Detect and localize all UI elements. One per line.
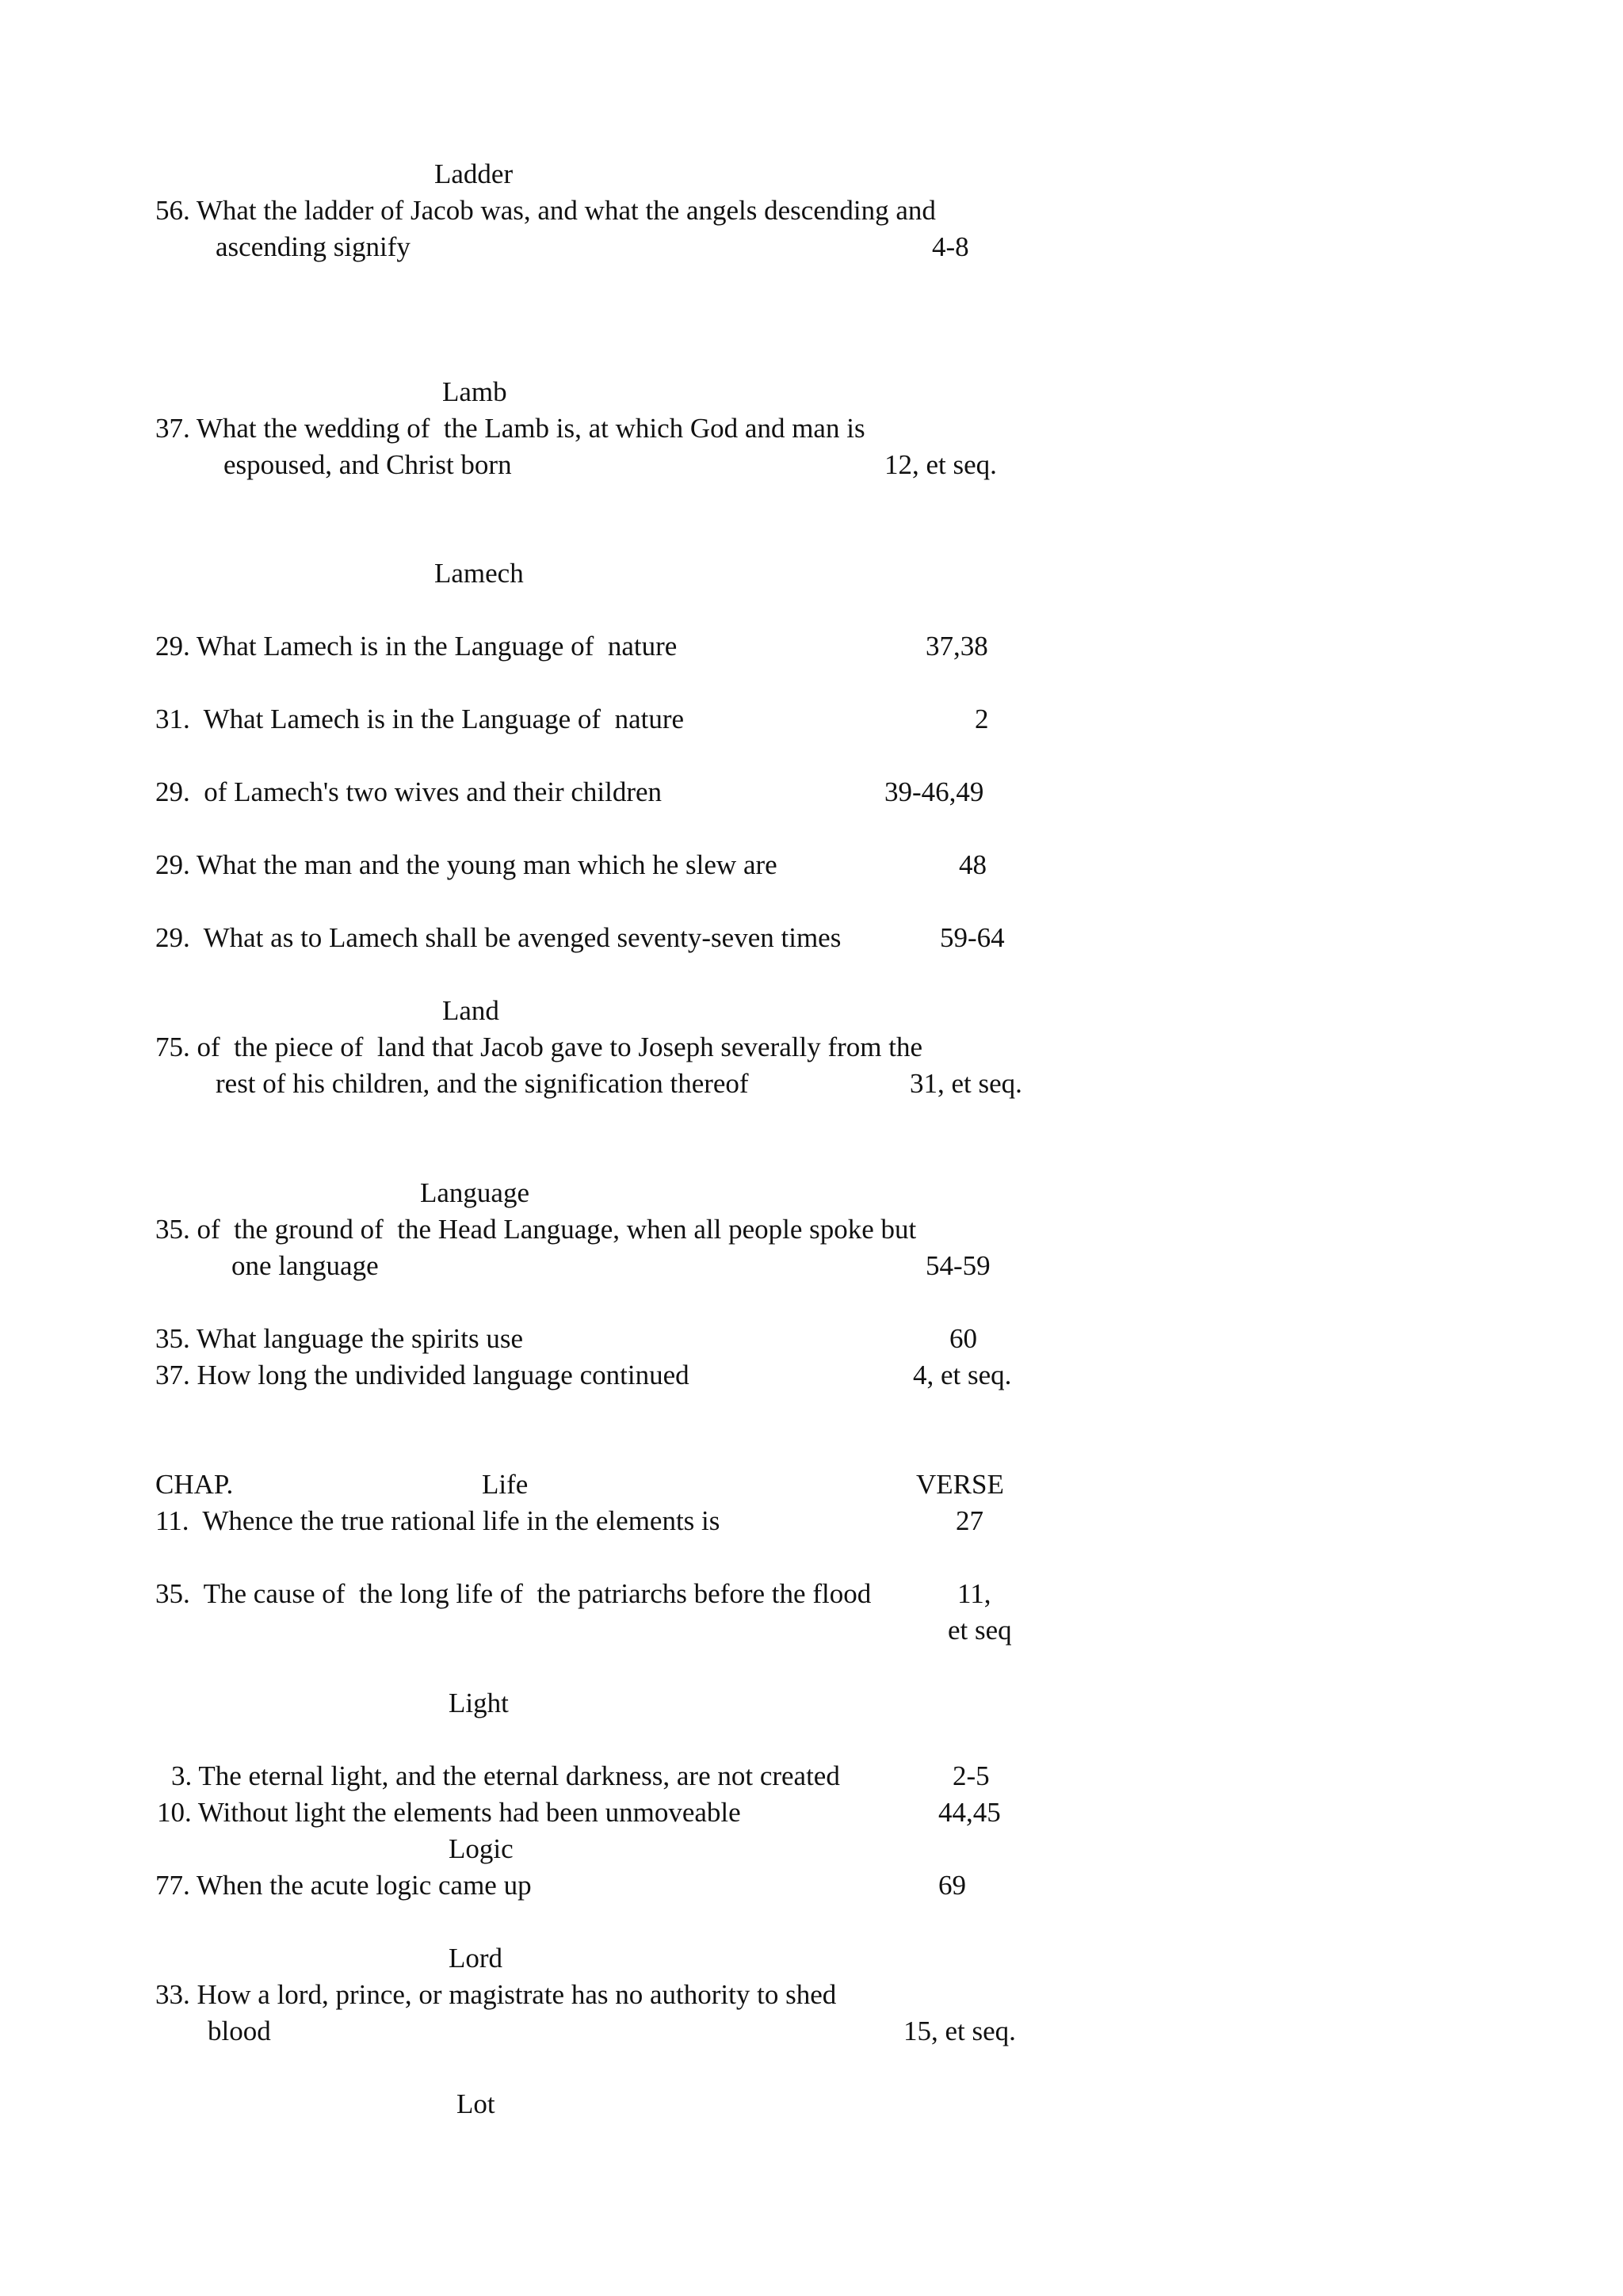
entry-text: 31. What Lamech is in the Language of nature	[155, 704, 685, 734]
heading-logic: Logic	[449, 1833, 514, 1864]
heading-lamech: Lamech	[434, 558, 524, 589]
entry-text: 37. What the wedding of the Lamb is, at which God and man is	[155, 413, 865, 444]
entry-verse-ref: 27	[956, 1505, 983, 1536]
entry-text: 56. What the ladder of Jacob was, and what the angels descending and	[155, 195, 936, 226]
entry-text-continuation: blood	[208, 2016, 271, 2046]
entry-text: 37. How long the undivided language continued	[155, 1360, 689, 1390]
entry-verse-ref: 59-64	[940, 922, 1005, 953]
entry-verse-ref: 37,38	[926, 631, 988, 662]
entry-verse-ref: 44,45	[938, 1797, 1001, 1828]
entry-text: 33. How a lord, prince, or magistrate has no authority to shed	[155, 1979, 837, 2010]
heading-land: Land	[442, 995, 499, 1026]
entry-text: 29. of Lamech's two wives and their children	[155, 776, 663, 807]
entry-verse-ref: 4-8	[932, 231, 969, 262]
column-label-chap: CHAP.	[155, 1469, 234, 1500]
entry-text: 29. What as to Lamech shall be avenged seventy-seven times	[155, 922, 842, 953]
entry-verse-ref-continuation: et seq	[948, 1615, 1012, 1646]
heading-life: Life	[482, 1469, 529, 1500]
entry-text: 75. of the piece of land that Jacob gave to Joseph severally from the	[155, 1032, 923, 1062]
entry-text: 11. Whence the true rational life in the elements is	[155, 1505, 720, 1536]
entry-verse-ref: 48	[959, 849, 987, 880]
entry-text: 77. When the acute logic came up	[155, 1870, 532, 1901]
entry-verse-ref: 2-5	[953, 1760, 990, 1791]
entry-text-continuation: espoused, and Christ born	[223, 449, 512, 480]
heading-lot: Lot	[456, 2088, 495, 2119]
heading-light: Light	[449, 1688, 509, 1718]
entry-text-continuation: rest of his children, and the signification thereof	[216, 1068, 749, 1099]
entry-verse-ref: 11,	[957, 1578, 991, 1609]
entry-verse-ref: 15, et seq.	[903, 2016, 1016, 2046]
heading-lord: Lord	[449, 1943, 503, 1974]
entry-text: 29. What Lamech is in the Language of nature	[155, 631, 678, 662]
entry-text: 29. What the man and the young man which he slew are	[155, 849, 777, 880]
entry-text: 35. The cause of the long life of the patriarchs before the flood	[155, 1578, 872, 1609]
entry-text-continuation: ascending signify	[216, 231, 411, 262]
entry-text-continuation: one language	[231, 1250, 379, 1281]
column-label-verse: VERSE	[916, 1469, 1004, 1500]
heading-language: Language	[420, 1177, 529, 1208]
entry-verse-ref: 31, et seq.	[910, 1068, 1022, 1099]
heading-lamb: Lamb	[442, 376, 507, 407]
entry-text: 35. What language the spirits use	[155, 1323, 523, 1354]
entry-verse-ref: 2	[975, 704, 989, 734]
entry-verse-ref: 4, et seq.	[913, 1360, 1012, 1390]
entry-verse-ref: 39-46,49	[884, 776, 984, 807]
entry-verse-ref: 60	[949, 1323, 977, 1354]
entry-verse-ref: 69	[938, 1870, 966, 1901]
heading-ladder: Ladder	[434, 158, 514, 189]
entry-text: 3. The eternal light, and the eternal darkness, are not created	[171, 1760, 840, 1791]
entry-verse-ref: 54-59	[926, 1250, 991, 1281]
entry-text: 10. Without light the elements had been unmoveable	[157, 1797, 741, 1828]
entry-text: 35. of the ground of the Head Language, when all people spoke but	[155, 1214, 917, 1245]
entry-verse-ref: 12, et seq.	[884, 449, 997, 480]
